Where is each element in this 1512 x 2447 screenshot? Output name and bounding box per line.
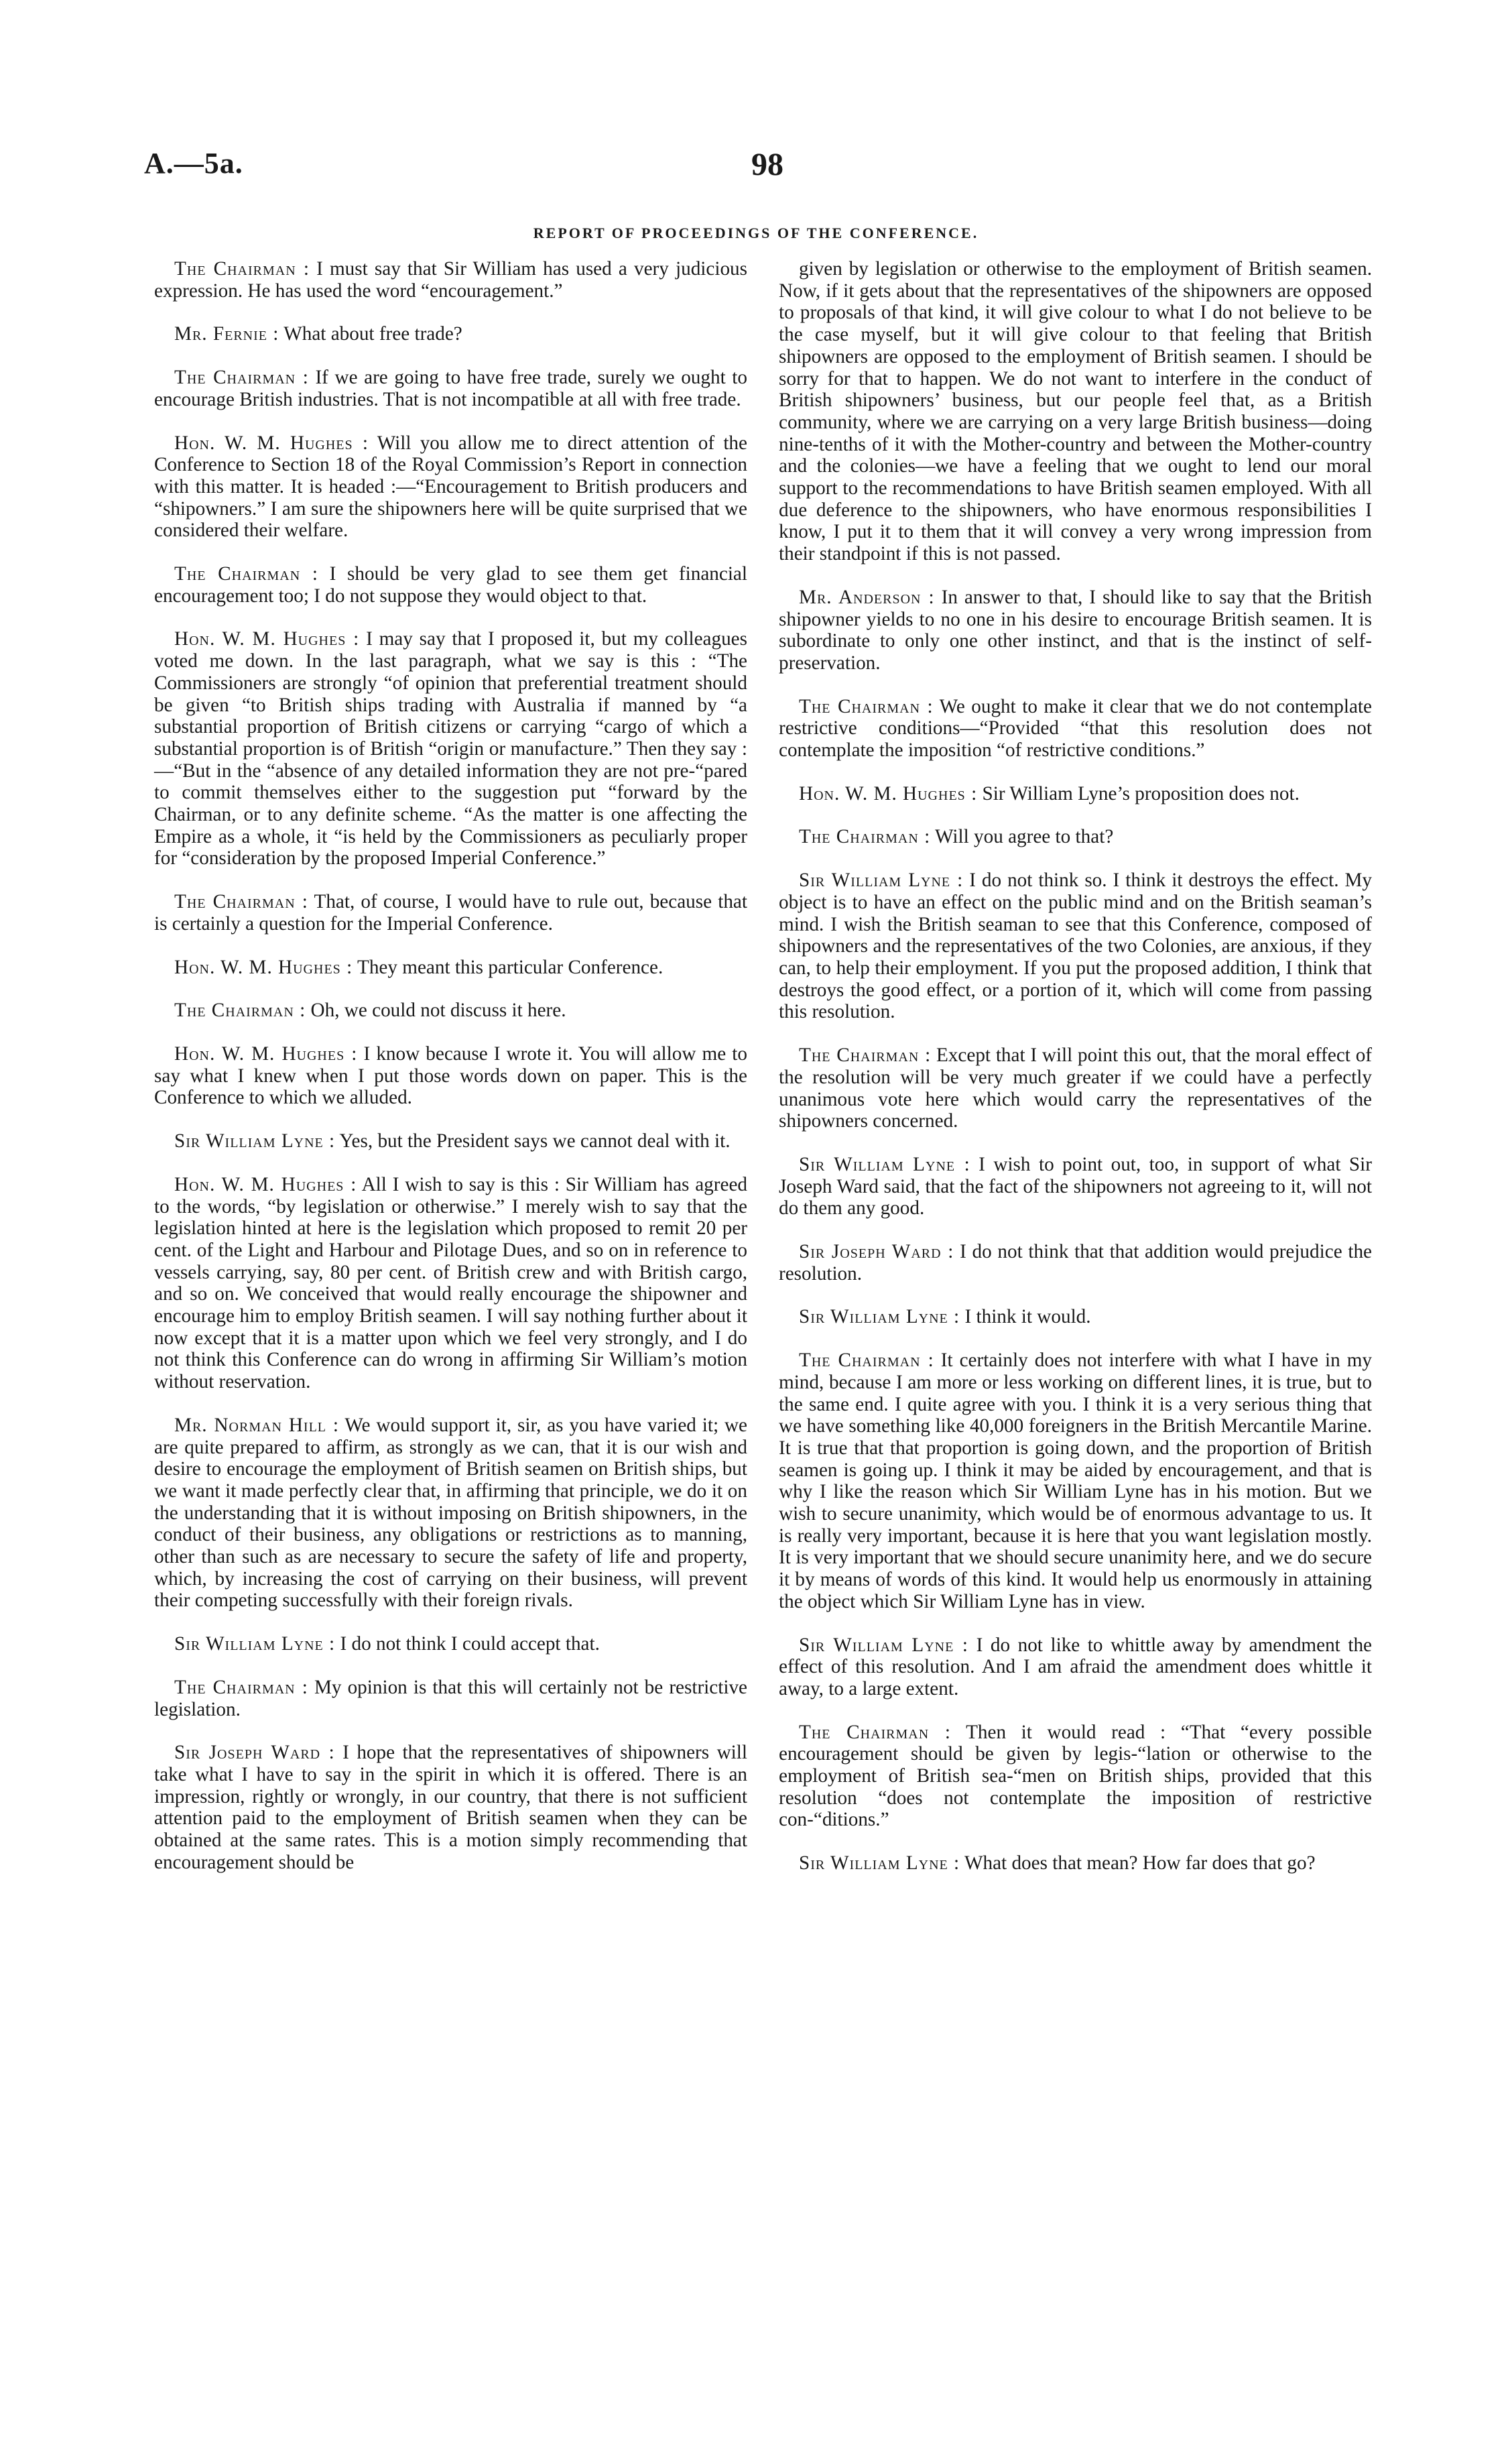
speaker-name: Sir William Lyne : [799, 870, 964, 892]
speech-text: It certainly does not interfere with what I have in my mind, because I am more or less working on different lines, it is true, but to the same end. I quite agree with you. I think it is a very serious thing that we have something like 40,000 foreigners in the British Mercantile Marine. It is true that that proportion is going down, and the proportion of British seamen is going up. I think it may be aided by encouragement, and that is why I like the reason which Sir William Lyne has in his motion. But we wish to secure unanimity, which would be of enormous advantage to us. It is really very important, because it is here that you want legislation mostly. It is very important that we should secure unanimity here, and we do secure it by means of words of this kind. It would help us enormously in attaining the object which Sir William Lyne has in view. [779, 1350, 1372, 1612]
speech-text: Except that I will point this out, that the moral effect of the resolution will be very much greater if we could have a perfectly unanimous vote here which would carry the representatives of the shipowners concerned. [779, 1045, 1373, 1132]
speech-paragraph [154, 1633, 747, 1655]
speaker-name: Hon. W. M. Hughes : [174, 628, 360, 650]
speech-text: I hope that the representatives of shipowners will take what I have to say in the spirit in which it is offered. There is an impression, rightly or wrongly, in our country, that there is not sufficient attention paid to the employment of British seamen when they can be obtained at the same rates. This is a motion simply recommending that encouragement should be [154, 1742, 747, 1873]
speech-text: Sir William Lyne’s proposition does not. [982, 782, 1300, 804]
page-header [144, 146, 1391, 193]
speaker-name: Sir William Lyne : [799, 1153, 970, 1175]
speech-paragraph [154, 258, 747, 302]
speaker-name: The Chairman : [174, 1676, 308, 1698]
running-title: REPORT OF PROCEEDINGS OF THE CONFERENCE. [533, 225, 979, 241]
speaker-name: Sir William Lyne : [174, 1130, 336, 1152]
speech-text: I think it would. [964, 1306, 1091, 1328]
speech-paragraph [779, 826, 1372, 848]
left-column [154, 258, 747, 1895]
speaker-name: The Chairman : [799, 1045, 932, 1067]
speech-text: I do not like to whittle away by amendment the effect of this resolution. And I am afraid the amendment does whittle it away, to a large extent. [779, 1634, 1373, 1699]
speech-text: What about free trade? [284, 323, 462, 345]
speech-text: I know because I wrote it. You will allow me to say what I knew when I put those words down on paper. This is the Conference to which we alluded. [154, 1042, 748, 1109]
speaker-name: Sir William Lyne : [799, 1306, 960, 1328]
speaker-name: The Chairman : [799, 1350, 934, 1372]
speech-text: All I wish to say is this : Sir William has agreed to the words, “by legislation or otherwise.” I merely wish to say that the legislation hinted at here is the legislation which proposed to remit 20 per cent. of the Light and Harbour and Pilotage Dues, and so on in reference to vessels carrying, say, 80 per cent. of British crew and with British cargo, and so on. We conceived that would really encourage the shipowner and encourage him to employ British seamen. I will say nothing further about it now except that it is a matter upon which we feel very strongly, and I do not think this Conference can do wrong in affirming Sir William’s motion without reservation. [154, 1173, 748, 1393]
speaker-name: The Chairman : [799, 1721, 951, 1743]
speech-paragraph [779, 1241, 1372, 1285]
speaker-name: Hon. W. M. Hughes : [174, 1042, 358, 1065]
speech-paragraph [154, 1043, 747, 1109]
speech-text: I do not think that that addition would prejudice the resolution. [779, 1241, 1372, 1285]
speech-text: I should be very glad to see them get financial encouragement too; I do not suppose they would object to that. [154, 563, 747, 607]
speaker-name: Mr. Norman Hill : [174, 1414, 339, 1436]
speech-paragraph [154, 323, 747, 345]
speech-paragraph [779, 1350, 1372, 1612]
speech-paragraph [779, 1852, 1372, 1874]
speaker-name: Hon. W. M. Hughes : [174, 956, 353, 978]
speech-text: They meant this particular Conference. [357, 956, 664, 978]
speaker-name: The Chairman : [174, 367, 309, 389]
speaker-name: The Chairman : [799, 695, 934, 717]
speaker-name: The Chairman : [174, 1000, 306, 1022]
speech-text: Then it would read : “That “every possible encouragement should be given by legis-“lation or otherwise to the employment of British sea-“men on British ships, provided that this resolution “does not contemplate the imposition of restrictive con-“ditions.” [779, 1721, 1372, 1831]
speech-paragraph [154, 1174, 747, 1393]
document-reference: A.—5a. [144, 147, 243, 180]
speaker-name: Sir Joseph Ward : [174, 1742, 335, 1764]
speech-paragraph [154, 563, 747, 607]
speech-text: What does that mean? How far does that go? [964, 1852, 1316, 1874]
speaker-name: The Chairman : [174, 891, 308, 913]
speech-paragraph [779, 696, 1372, 762]
speaker-name: Hon. W. M. Hughes : [799, 782, 978, 804]
speech-paragraph [779, 783, 1372, 805]
speech-text: That, of course, I would have to rule out, because that is certainly a question for the Imperial Conference. [154, 891, 747, 935]
speaker-name: The Chairman : [174, 563, 318, 585]
speech-paragraph [154, 1677, 747, 1720]
page-number: 98 [751, 147, 783, 182]
speech-paragraph [779, 258, 1372, 565]
speech-paragraph [154, 1000, 747, 1022]
speech-paragraph [154, 432, 747, 542]
speech-paragraph [779, 587, 1372, 674]
speaker-name: The Chairman : [799, 826, 931, 848]
speech-text: I do not think I could accept that. [340, 1633, 600, 1655]
speaker-name: Hon. W. M. Hughes : [174, 432, 369, 454]
speech-paragraph [154, 1415, 747, 1612]
speaker-name: Sir William Lyne : [799, 1634, 968, 1656]
speaker-name: Sir William Lyne : [174, 1633, 336, 1655]
speech-text: Will you agree to that? [935, 826, 1114, 848]
speech-paragraph [779, 1306, 1372, 1328]
speech-text: We ought to make it clear that we do not contemplate restrictive conditions—“Provided “that this resolution does not contemplate the imposition “of restrictive conditions.” [779, 695, 1372, 762]
speech-paragraph [779, 1045, 1372, 1132]
speech-text: I do not think so. I think it destroys the effect. My object is to have an effect on the public mind and on the British seaman’s mind. I wish the British seaman to see that this Conference, composed of shipowners and the representatives of the two Colonies, are anxious, if they can, to help their employment. If you put the proposed addition, I think that destroys the good effect, or a portion of it, which will come from passing this resolution. [779, 870, 1373, 1023]
speech-paragraph [154, 957, 747, 979]
speech-text: I may say that I proposed it, but my colleagues voted me down. In the last paragraph, what we say is this : “The Commissioners are strongly “of opinion that preferential treatment should be given “to British ships trading with Australia if manned by “a substantial proportion of British citizens or carrying “cargo of which a substantial proportion is of British “origin or manufacture.” Then they say :—“But in the “absence of any detailed information they are not pre-“pared to commit themselves either to the suggestion put “forward by the Chairman, or to any definite scheme. “As the matter is one affecting the Empire as a whole, it “is held by the Commissioners as peculiarly proper for “consideration by the proposed Imperial Conference.” [154, 628, 747, 870]
speech-text: If we are going to have free trade, surely we ought to encourage British industries. That is not incompatible at all with free trade. [154, 367, 748, 410]
speech-paragraph [154, 1130, 747, 1152]
speaker-name: Sir William Lyne : [799, 1852, 960, 1874]
speech-paragraph [779, 1154, 1372, 1219]
right-column [779, 258, 1372, 1896]
speech-text: Oh, we could not discuss it here. [310, 1000, 566, 1022]
speaker-name: Mr. Fernie : [174, 323, 279, 345]
speech-paragraph [779, 1722, 1372, 1832]
speech-text: Will you allow me to direct attention of the Conference to Section 18 of the Royal Commission’s Report in connection with this matter. It is headed :—“Encouragement to British producers and “shipowners.” I am sure the shipowners here will be quite surprised that we considered their welfare. [154, 432, 747, 542]
speech-paragraph [154, 367, 747, 410]
speech-paragraph [779, 870, 1372, 1023]
speech-text: We would support it, sir, as you have varied it; we are quite prepared to affirm, as strongly as we can, that it is our wish and desire to encourage the employment of British seamen on British ships, but we want it made perfectly clear that, in affirming that principle, we do it on the understanding that it is without imposing on British shipowners, in the conduct of their business, any obligations or restrictions as to manning, other than such as are necessary to secure the safety of life and property, which, by increasing the cost of carrying on their business, will prevent their competing successfully with their foreign rivals. [154, 1414, 747, 1612]
speaker-name: The Chairman : [174, 258, 310, 280]
speech-text: I must say that Sir William has used a very judicious expression. He has used the word “encouragement.” [154, 258, 748, 302]
speech-paragraph [779, 1634, 1372, 1700]
speech-text: given by legislation or otherwise to the employment of British seamen. Now, if it gets about that the representatives of the shipowners are opposed to proposals of that kind, it will give colour to what I do not believe to be the case myself, but it will give colour to that feeling that British shipowners are opposed to the employment of British seamen. I should be sorry for that to happen. We do not want to interfere in the conduct of British shipowners’ business, but our people feel that, as a British community, where we are carrying on a very large British business—doing nine-tenths of it with the Mother-country and between the Mother-country and the colonies—we have a feeling that we ought to lend our moral support to the recommendations to have British seamen employed. With all due deference to the shipowners, who have enormous responsibilities I know, I put it to them that it will convey a very wrong impression from their standpoint if this is not passed. [779, 258, 1372, 565]
speech-paragraph [154, 1742, 747, 1873]
speaker-name: Mr. Anderson : [799, 586, 935, 608]
speaker-name: Sir Joseph Ward : [799, 1241, 954, 1263]
speech-text: My opinion is that this will certainly not be restrictive legislation. [154, 1676, 748, 1720]
speech-text: In answer to that, I should like to say that the British shipowner yields to no one in his desire to encourage British seamen. It is subordinate to only one other instinct, and that is the instinct of self-preservation. [779, 586, 1373, 674]
speech-text: I wish to point out, too, in support of what Sir Joseph Ward said, that the fact of the shipowners not agreeing to it, will not do them any good. [779, 1153, 1372, 1219]
speech-paragraph [154, 628, 747, 870]
speech-text: Yes, but the President says we cannot deal with it. [339, 1130, 731, 1152]
speech-paragraph [154, 891, 747, 935]
speaker-name: Hon. W. M. Hughes : [174, 1173, 357, 1195]
